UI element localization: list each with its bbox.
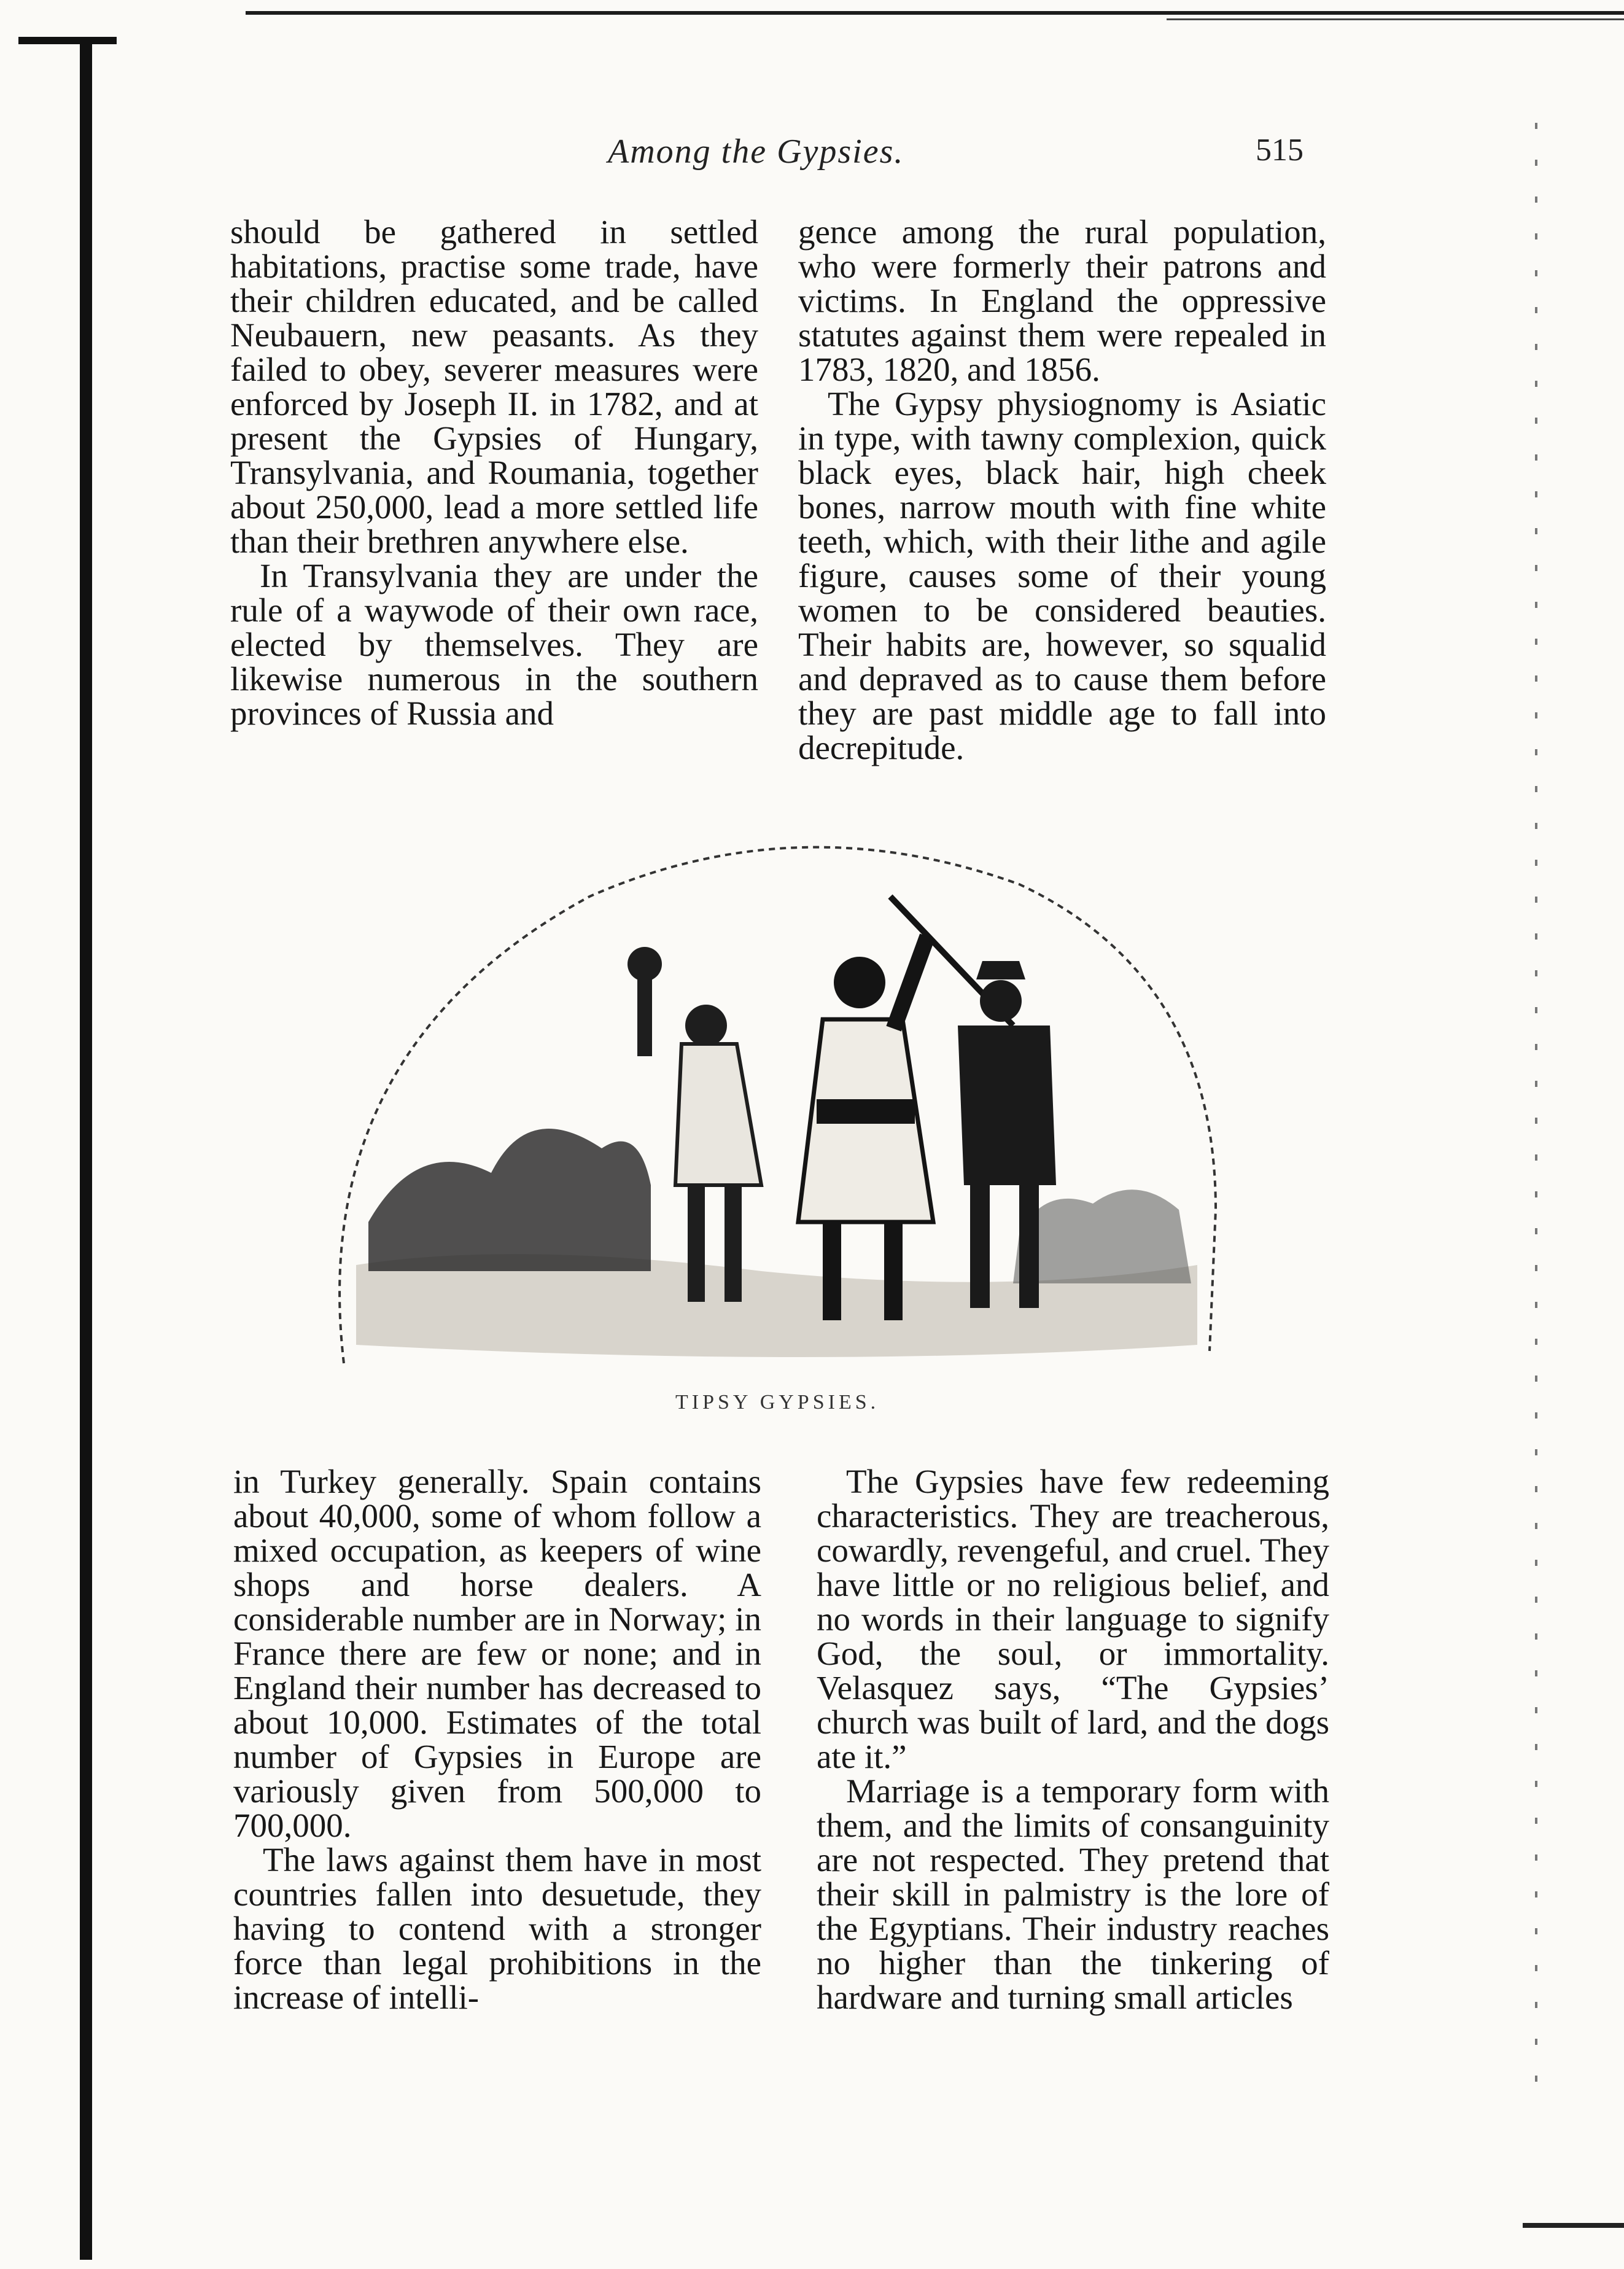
tipsy-gypsies-illustration: [332, 841, 1228, 1376]
paragraph: in Turkey generally. Spain contains about 40,000, some of whom follow a mixed occupation, as keepers of wine shops and horse dealers. A considerable number are in Norway; in France there are few or none; and in England their number has decreased to about 10,000. Estimates of the total number of Gypsies in Europe are variously given from 500,000 to 700,000.: [233, 1463, 761, 1844]
figure-right-hat: [976, 961, 1025, 979]
page-edge-right: [1535, 123, 1537, 2088]
binding-cap: [18, 37, 117, 44]
paragraph: should be gathered in settled habitations, practise some trade, have their children educated, and be called Neubauern, new peasants. As they failed to obey, severer measures were enforced by Joseph II. in 1782, and at present the Gypsies of Hungary, Transylvania, and Roumania, together about 250,000, lead a more settled life than their brethren anywhere else.: [230, 213, 758, 560]
page-number: 515: [1256, 133, 1303, 168]
figure-left-head: [685, 1005, 727, 1046]
paragraph: The Gypsy physiognomy is Asiatic in type, with tawny complexion, quick black eyes, black hair, high cheek bones, narrow mouth with fine white teeth, which, with their lithe and agile figure, causes some of their young women to be considered beauties. Their habits are, however, so squalid and depraved as to cause them before they are past middle age to fall into decrepitude.: [798, 385, 1326, 766]
raised-jug: [627, 947, 662, 981]
figure-center-sash: [817, 1099, 915, 1124]
figure-right-head: [980, 980, 1022, 1022]
binding-edge: [80, 37, 92, 2260]
column-bottom-left: [233, 1465, 761, 2015]
paragraph: In Transylvania they are under the rule of a waywode of their own race, elected by themselves. They are likewise numerous in the southern provinces of Russia and: [230, 557, 758, 732]
background-trees-right: [1013, 1189, 1191, 1283]
figure-center-head: [834, 957, 885, 1008]
figure-left-leg: [688, 1185, 705, 1302]
figure-center-leg-2: [884, 1222, 903, 1320]
figure-right-body: [958, 1026, 1056, 1185]
page-edge-bottom: [1523, 2223, 1624, 2228]
figure-center-arm: [886, 933, 934, 1031]
top-rule-secondary: [1167, 18, 1624, 20]
column-top-right: [798, 215, 1326, 765]
figure-right-leg-2: [1019, 1185, 1039, 1308]
running-title: Among the Gypsies.: [608, 133, 904, 171]
top-rule: [246, 11, 1624, 15]
figure-right-leg: [970, 1185, 990, 1308]
column-bottom-right: [817, 1465, 1329, 2015]
paragraph: The Gypsies have few redeeming characteristics. They are treacherous, cowardly, revengeful, and cruel. They have little or no religious belief, and no words in their language to signify God, the soul, or immortality. Velasquez says, “The Gypsies’ church was built of lard, and the dogs ate it.”: [817, 1463, 1329, 1775]
column-top-left: [230, 215, 758, 731]
figure-center-leg: [823, 1222, 841, 1320]
paragraph: Marriage is a temporary form with them, and the limits of consanguinity are not respected. They pretend that their skill in palmistry is the lore of the Egyptians. Their industry reaches no higher than the tinkering of hardware and turning small articles: [817, 1772, 1329, 2016]
paragraph: The laws against them have in most countries fallen into desuetude, they having to contend with a stronger force than legal prohibitions in the increase of intelli-: [233, 1841, 761, 2016]
background-bushes: [368, 1129, 651, 1271]
figure-left-leg-2: [725, 1185, 742, 1302]
figure-left-arm: [637, 976, 652, 1056]
figure-left-body: [675, 1044, 761, 1185]
illustration-caption: TIPSY GYPSIES.: [675, 1391, 880, 1414]
paragraph: gence among the rural population, who were formerly their patrons and victims. In England the oppressive statutes against them were repealed in 1783, 1820, and 1856.: [798, 213, 1326, 388]
